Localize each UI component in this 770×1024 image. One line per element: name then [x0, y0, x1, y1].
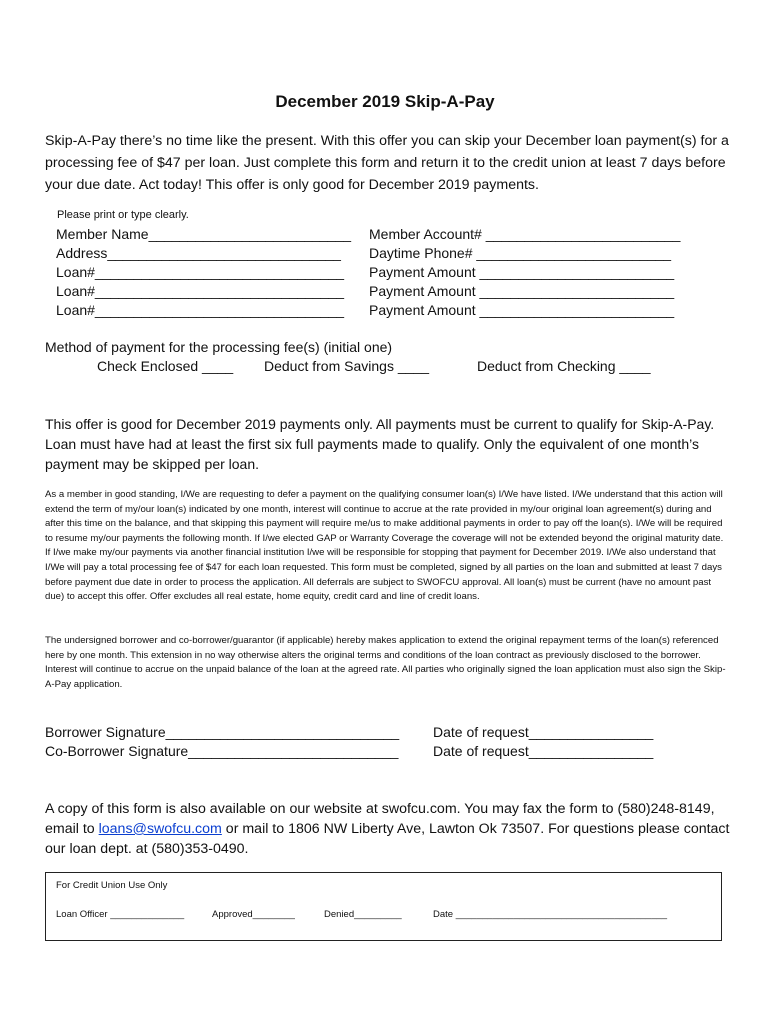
- payment-method-heading: Method of payment for the processing fee(s) (initial one): [45, 339, 393, 355]
- contact-paragraph: [45, 799, 735, 859]
- check-enclosed-option[interactable]: Check Enclosed ____: [97, 358, 234, 374]
- member-account-field[interactable]: Member Account# _________________________: [369, 226, 681, 242]
- payment-amount-field-3[interactable]: Payment Amount _________________________: [369, 302, 675, 318]
- page-title: December 2019 Skip-A-Pay: [275, 92, 495, 111]
- agreement-paragraph: As a member in good standing, I/We are requesting to defer a payment on the qualifying consumer loan(s) I/We have listed. I/We understand that this action will extend the term of my/our loan(s) indicated by one month, interest will continue to accrue at the rate provided in my/our original loan agreement(s) during and after this time on the balance, and that skipping this payment will require me/us to make additional payments in order to pay off the loan(s). I/We will be required to resume my/our payments the following month. If I/we elected GAP or Warranty Coverage the coverage will not be extended beyond the original maturity date. If I/we make my/our payments via another financial institution I/we will be responsible for stopping that payment for December 2019. I/We also understand that I/We will pay a total processing fee of $47 for each loan requested. This form must be completed, signed by all parties on the loan and submitted at least 7 days before payment due date in order to process the application. All deferrals are subject to SWOFCU approval. All loan(s) must be current (have no amount past due) to accept this offer. Offer excludes all real estate, home equity, credit card and line of credit loans.: [45, 489, 724, 603]
- deduct-checking-option[interactable]: Deduct from Checking ____: [477, 358, 651, 374]
- payment-amount-field-2[interactable]: Payment Amount _________________________: [369, 283, 675, 299]
- borrower-date-field[interactable]: Date of request________________: [433, 724, 654, 740]
- credit-union-use-heading: For Credit Union Use Only: [56, 880, 168, 891]
- contact-text-pre: A copy of this form is also available on our website at swofcu.com. You may fax the form to (580)248-8149, email to: [45, 801, 715, 837]
- email-link[interactable]: loans@swofcu.com: [98, 821, 222, 837]
- payment-amount-field-1[interactable]: Payment Amount _________________________: [369, 264, 675, 280]
- address-field[interactable]: Address______________________________: [56, 245, 341, 261]
- coborrower-paragraph: The undersigned borrower and co-borrower/guarantor (if applicable) hereby makes application to extend the original repayment terms of the loan(s) referenced here by one month. This extension in no way otherwise alters the original terms and conditions of the loan contract as previously disclosed to the borrower. Interest will continue to accrue on the unpaid balance of the loan at the agreed rate. All parties who originally signed the loan application must also sign the Skip-A-Pay application.: [45, 635, 726, 690]
- loan-field-2[interactable]: Loan#________________________________: [56, 283, 345, 299]
- daytime-phone-field[interactable]: Daytime Phone# _________________________: [369, 245, 672, 261]
- member-name-field[interactable]: Member Name__________________________: [56, 226, 352, 242]
- cu-date-field[interactable]: Date ________________________________________: [433, 909, 668, 920]
- intro-paragraph: Skip-A-Pay there’s no time like the present. With this offer you can skip your December loan payment(s) for a processing fee of $47 per loan. Just complete this form and return it to the credit union at least 7 days before your due date. Act today! This offer is only good for December 2019 payments.: [45, 133, 729, 193]
- contact-text-post: or mail to 1806 NW Liberty Ave, Lawton Ok 73507. For questions please contact our loan dept. at (580)353-0490.: [45, 821, 730, 857]
- coborrower-signature-field[interactable]: Co-Borrower Signature___________________________: [45, 743, 399, 759]
- borrower-signature-field[interactable]: Borrower Signature______________________________: [45, 724, 400, 740]
- loan-officer-field[interactable]: Loan Officer ______________: [56, 909, 185, 920]
- loan-field-3[interactable]: Loan#________________________________: [56, 302, 345, 318]
- deduct-savings-option[interactable]: Deduct from Savings ____: [264, 358, 429, 374]
- loan-field-1[interactable]: Loan#________________________________: [56, 264, 345, 280]
- coborrower-date-field[interactable]: Date of request________________: [433, 743, 654, 759]
- credit-union-use-box: [45, 872, 722, 941]
- denied-field[interactable]: Denied_________: [324, 909, 402, 920]
- approved-field[interactable]: Approved________: [212, 909, 295, 920]
- print-instruction: Please print or type clearly.: [57, 209, 189, 221]
- offer-note: This offer is good for December 2019 payments only. All payments must be current to qualify for Skip-A-Pay. Loan must have had at least the first six full payments made to qualify. Only the equivalent of one month’s payment may be skipped per loan.: [45, 416, 715, 472]
